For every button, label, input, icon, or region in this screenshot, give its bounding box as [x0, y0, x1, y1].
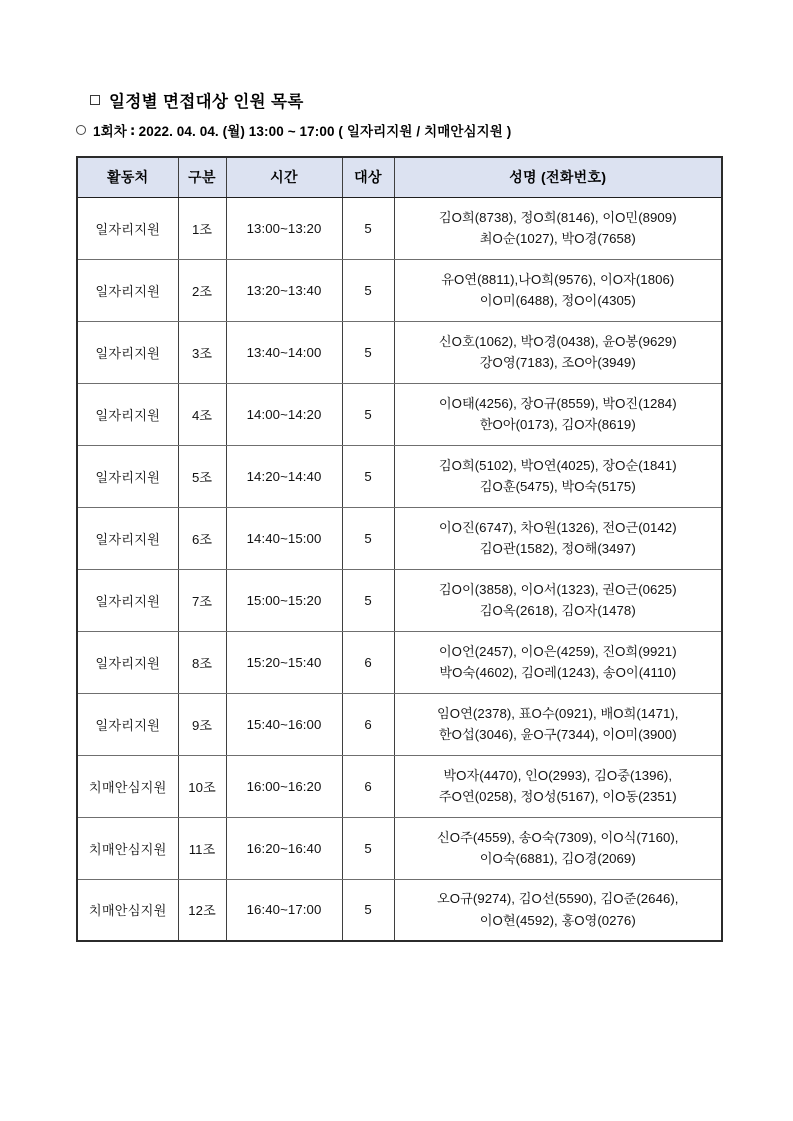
cell-time: 13:20~13:40 — [226, 259, 342, 321]
column-header-group: 구분 — [178, 157, 226, 197]
cell-target-count: 5 — [342, 321, 394, 383]
cell-target-count: 5 — [342, 879, 394, 941]
cell-group: 6조 — [178, 507, 226, 569]
cell-group: 9조 — [178, 693, 226, 755]
name-line-2: 강O영(7183), 조O아(3949) — [479, 355, 636, 370]
cell-names-phones — [394, 879, 722, 941]
name-line-2: 한O아(0173), 김O자(8619) — [479, 417, 636, 432]
name-line-1: 임O연(2378), 표O수(0921), 배O희(1471), — [437, 705, 679, 721]
cell-group: 12조 — [178, 879, 226, 941]
cell-activity-site: 일자리지원 — [77, 259, 178, 321]
table-header-row — [77, 157, 722, 197]
cell-activity-site: 치매안심지원 — [77, 879, 178, 941]
cell-group: 8조 — [178, 631, 226, 693]
cell-time: 15:00~15:20 — [226, 569, 342, 631]
session-subtitle — [76, 120, 724, 140]
table-row — [77, 693, 722, 755]
cell-group: 3조 — [178, 321, 226, 383]
name-line-2: 이O미(6488), 정O이(4305) — [479, 293, 636, 308]
cell-target-count: 5 — [342, 507, 394, 569]
cell-names-phones — [394, 693, 722, 755]
cell-target-count: 5 — [342, 197, 394, 259]
name-line-1: 유O연(8811),나O희(9576), 이O자(1806) — [441, 271, 675, 287]
cell-names-phones — [394, 817, 722, 879]
cell-activity-site: 일자리지원 — [77, 569, 178, 631]
cell-activity-site: 치매안심지원 — [77, 817, 178, 879]
name-line-1: 김O이(3858), 이O서(1323), 권O근(0625) — [438, 581, 677, 597]
name-line-2: 김O훈(5475), 박O숙(5175) — [479, 479, 636, 494]
name-line-1: 이O진(6747), 차O원(1326), 전O근(0142) — [438, 519, 677, 535]
table-row — [77, 631, 722, 693]
cell-activity-site: 일자리지원 — [77, 507, 178, 569]
cell-names-phones — [394, 569, 722, 631]
cell-time: 16:40~17:00 — [226, 879, 342, 941]
table-body — [77, 197, 722, 941]
cell-group: 7조 — [178, 569, 226, 631]
cell-activity-site: 치매안심지원 — [77, 755, 178, 817]
column-header-time: 시간 — [226, 157, 342, 197]
cell-names-phones — [394, 383, 722, 445]
name-line-1: 이O언(2457), 이O은(4259), 진O희(9921) — [438, 643, 677, 659]
table-row — [77, 197, 722, 259]
cell-names-phones — [394, 197, 722, 259]
circle-marker-icon — [76, 125, 86, 135]
cell-time: 13:00~13:20 — [226, 197, 342, 259]
cell-time: 16:00~16:20 — [226, 755, 342, 817]
cell-target-count: 6 — [342, 693, 394, 755]
cell-group: 4조 — [178, 383, 226, 445]
column-header-names: 성명 (전화번호) — [394, 157, 722, 197]
cell-target-count: 5 — [342, 383, 394, 445]
cell-target-count: 6 — [342, 631, 394, 693]
table-row — [77, 507, 722, 569]
name-line-2: 이O숙(6881), 김O경(2069) — [479, 851, 636, 866]
cell-target-count: 5 — [342, 817, 394, 879]
table-row — [77, 569, 722, 631]
interview-schedule-table — [76, 156, 723, 942]
cell-names-phones — [394, 631, 722, 693]
name-line-2: 이O현(4592), 홍O영(0276) — [479, 912, 636, 928]
cell-names-phones — [394, 507, 722, 569]
cell-names-phones — [394, 445, 722, 507]
heading-block — [76, 88, 724, 140]
page-title — [90, 88, 724, 112]
cell-time: 15:40~16:00 — [226, 693, 342, 755]
name-line-2: 한O섭(3046), 윤O구(7344), 이O미(3900) — [438, 727, 677, 742]
cell-names-phones — [394, 259, 722, 321]
cell-activity-site: 일자리지원 — [77, 197, 178, 259]
cell-group: 2조 — [178, 259, 226, 321]
table-header — [77, 157, 722, 197]
name-line-2: 김O관(1582), 정O해(3497) — [479, 541, 636, 556]
cell-names-phones — [394, 321, 722, 383]
column-header-site: 활동처 — [77, 157, 178, 197]
name-line-1: 신O주(4559), 송O숙(7309), 이O식(7160), — [437, 829, 679, 845]
table-row — [77, 755, 722, 817]
cell-activity-site: 일자리지원 — [77, 321, 178, 383]
cell-time: 14:40~15:00 — [226, 507, 342, 569]
name-line-2: 최O순(1027), 박O경(7658) — [479, 231, 636, 246]
cell-activity-site: 일자리지원 — [77, 693, 178, 755]
cell-time: 16:20~16:40 — [226, 817, 342, 879]
name-line-1: 오O규(9274), 김O선(5590), 김O준(2646), — [437, 891, 679, 907]
name-line-2: 박O숙(4602), 김O레(1243), 송O이(4110) — [439, 665, 677, 680]
cell-group: 5조 — [178, 445, 226, 507]
name-line-2: 김O옥(2618), 김O자(1478) — [479, 603, 636, 618]
name-line-1: 신O호(1062), 박O경(0438), 윤O봉(9629) — [438, 333, 677, 349]
cell-time: 14:00~14:20 — [226, 383, 342, 445]
name-line-1: 김O희(8738), 정O희(8146), 이O민(8909) — [438, 209, 677, 225]
cell-group: 1조 — [178, 197, 226, 259]
cell-group: 10조 — [178, 755, 226, 817]
cell-time: 13:40~14:00 — [226, 321, 342, 383]
cell-activity-site: 일자리지원 — [77, 631, 178, 693]
cell-time: 15:20~15:40 — [226, 631, 342, 693]
page-title-text: 일정별 면접대상 인원 목록 — [109, 93, 304, 111]
name-line-1: 박O자(4470), 인O(2993), 김O중(1396), — [443, 767, 673, 783]
cell-activity-site: 일자리지원 — [77, 445, 178, 507]
column-header-target: 대상 — [342, 157, 394, 197]
square-marker-icon — [90, 95, 100, 105]
name-line-1: 이O태(4256), 장O규(8559), 박O진(1284) — [438, 395, 677, 411]
name-line-2: 주O연(0258), 정O성(5167), 이O동(2351) — [438, 789, 677, 804]
table-row — [77, 321, 722, 383]
cell-target-count: 5 — [342, 259, 394, 321]
table-row — [77, 445, 722, 507]
session-subtitle-text: 1회차 ∶ 2022. 04. 04. (월) 13:00 ~ 17:00 ( 일자리지원 / 치매안심지원 ) — [93, 124, 512, 139]
cell-target-count: 5 — [342, 445, 394, 507]
table-row — [77, 817, 722, 879]
table-row — [77, 259, 722, 321]
cell-activity-site: 일자리지원 — [77, 383, 178, 445]
cell-names-phones — [394, 755, 722, 817]
cell-time: 14:20~14:40 — [226, 445, 342, 507]
cell-target-count: 5 — [342, 569, 394, 631]
table-row — [77, 383, 722, 445]
cell-target-count: 6 — [342, 755, 394, 817]
table-row — [77, 879, 722, 941]
cell-group: 11조 — [178, 817, 226, 879]
name-line-1: 김O희(5102), 박O연(4025), 장O순(1841) — [438, 457, 677, 473]
